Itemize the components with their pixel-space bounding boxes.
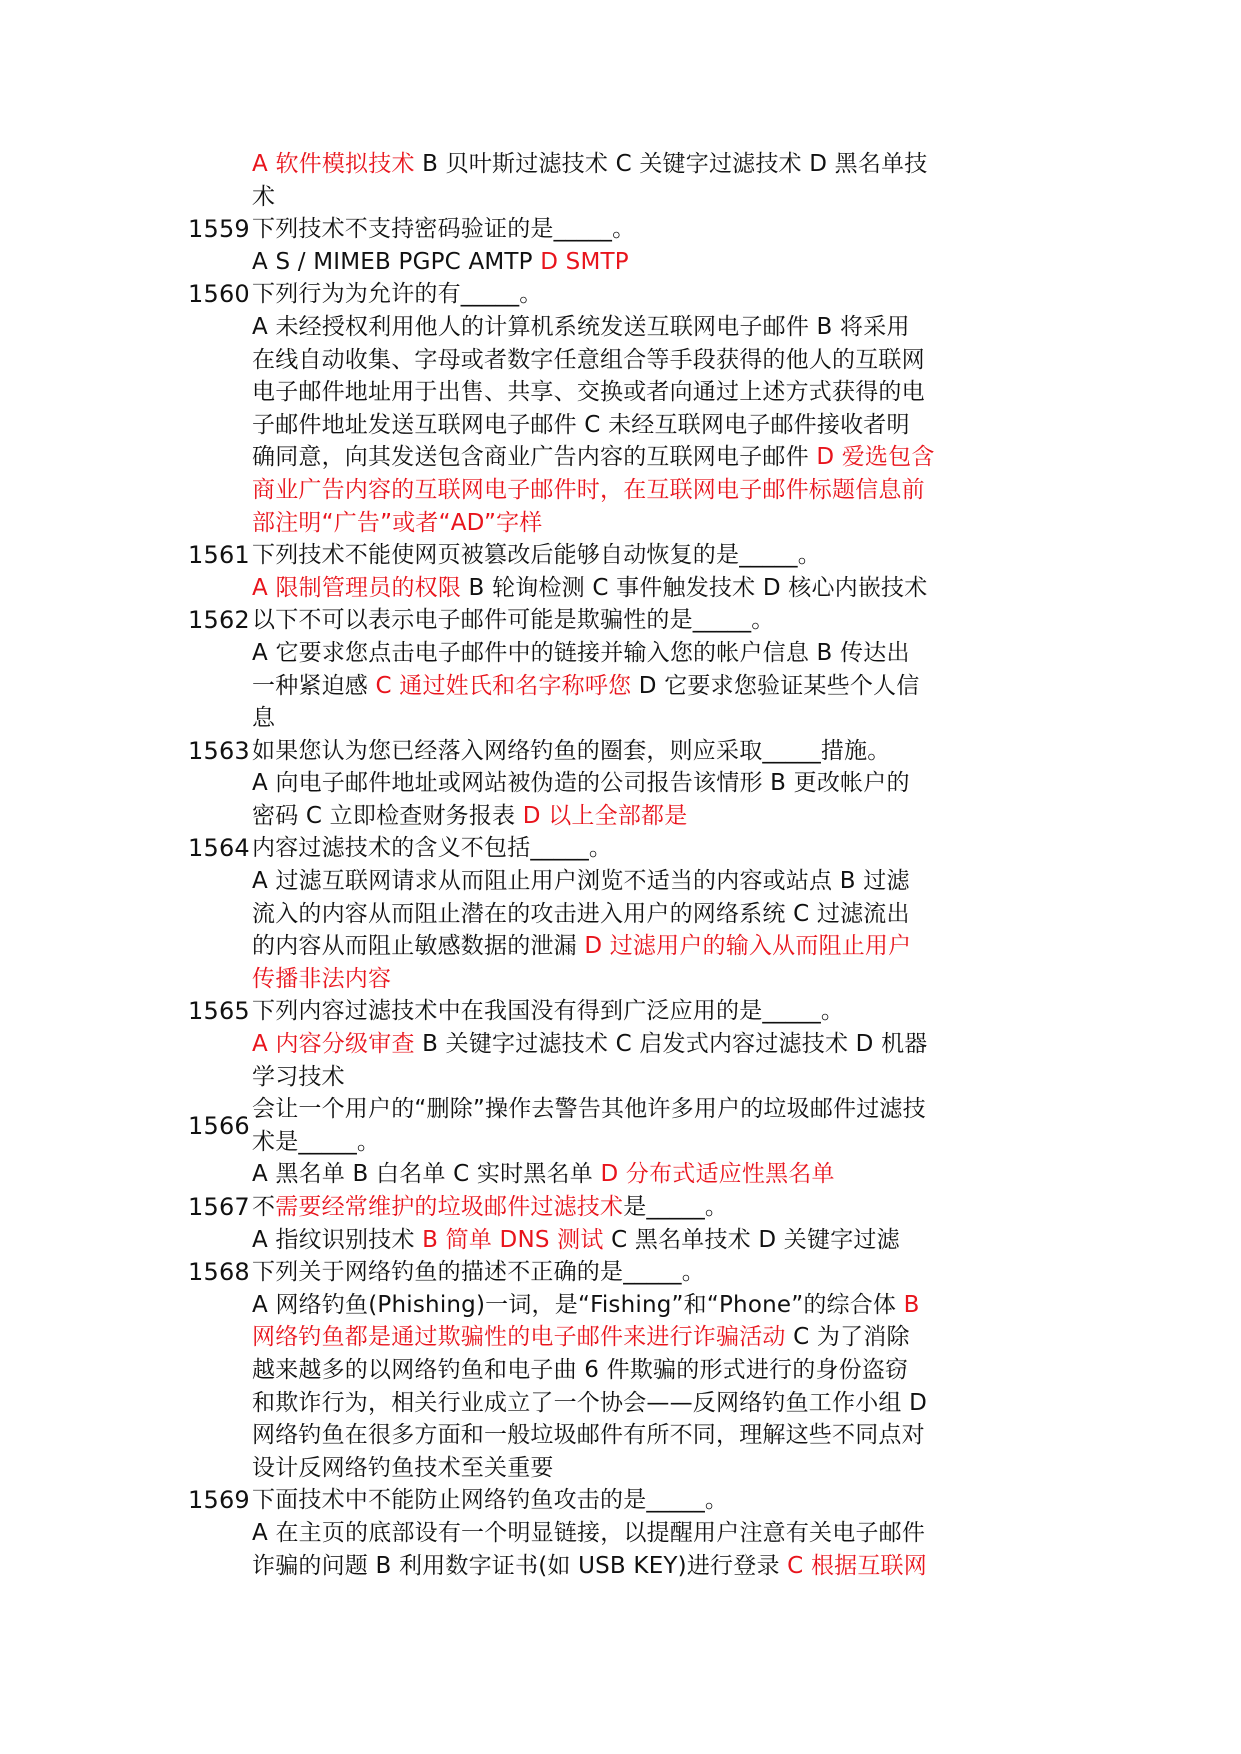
question-number: 1569 xyxy=(188,1486,250,1515)
option-line xyxy=(188,1517,988,1550)
answer-text: C 根据互联网 xyxy=(787,1552,927,1579)
question-line xyxy=(188,1484,988,1517)
question-text xyxy=(252,1093,988,1158)
option-line xyxy=(188,1028,988,1061)
question-line xyxy=(188,1256,988,1289)
answer-text: D 爱选包含 xyxy=(816,444,935,471)
question-number: 1562 xyxy=(188,606,250,635)
option-line xyxy=(188,246,988,279)
option-text: A 它要求您点击电子邮件中的链接并输入您的帐户信息 B 传达出 xyxy=(252,639,910,666)
question-text xyxy=(252,1484,728,1517)
question-text xyxy=(252,832,612,865)
question-text xyxy=(252,604,775,637)
option-line xyxy=(188,1452,988,1485)
option-line xyxy=(188,1321,988,1354)
option-text: 子邮件地址发送互联网电子邮件 C 未经互联网电子邮件接收者明 xyxy=(252,411,910,438)
option-text: 越来越多的以网络钓鱼和电子曲 6 件欺骗的形式进行的身份盗窃 xyxy=(252,1356,909,1383)
option-line xyxy=(188,865,988,898)
question-block xyxy=(188,539,988,604)
question-text-part: 内容过滤技术的含义不包括_____。 xyxy=(252,835,613,862)
option-line xyxy=(188,670,988,703)
question-block xyxy=(188,995,988,1093)
option-line xyxy=(188,441,988,474)
option-line xyxy=(188,1550,988,1583)
option-line xyxy=(188,311,988,344)
answer-text: 需要经常维护的垃圾邮件过滤技术 xyxy=(275,1194,624,1220)
option-line xyxy=(188,507,988,540)
option-text: 电子邮件地址用于出售、共享、交换或者向通过上述方式获得的电 xyxy=(252,379,925,406)
question-text-part: 如果您认为您已经落入网络钓鱼的圈套，则应采取_____措施。 xyxy=(252,737,891,764)
option-line xyxy=(188,1061,988,1094)
option-text: 的内容从而阻止敏感数据的泄漏 xyxy=(252,933,585,960)
question-number: 1560 xyxy=(188,280,250,309)
option-text: 诈骗的问题 B 利用数字证书(如 USB KEY)进行登录 xyxy=(252,1552,788,1579)
question-block xyxy=(188,1484,988,1582)
answer-text: D 以上全部都是 xyxy=(522,802,688,829)
question-line xyxy=(188,604,988,637)
question-block xyxy=(188,735,988,833)
option-line xyxy=(188,767,988,800)
question-text xyxy=(252,278,543,311)
question-text xyxy=(252,735,891,768)
option-text: 在线自动收集、字母或者数字任意组合等手段获得的他人的互联网 xyxy=(252,346,925,373)
option-line xyxy=(188,898,988,931)
question-block xyxy=(188,278,988,539)
option-text: 一种紧迫感 xyxy=(252,672,376,699)
option-line xyxy=(188,572,988,605)
option-text: 和欺诈行为，相关行业成立了一个协会——反网络钓鱼工作小组 D xyxy=(252,1389,928,1416)
option-text: A 黑名单 B 白名单 C 实时黑名单 xyxy=(252,1161,601,1188)
question-block xyxy=(188,1256,988,1484)
option-text: 息 xyxy=(252,705,276,732)
option-text: A 未经授权利用他人的计算机系统发送互联网电子邮件 B 将采用 xyxy=(252,313,910,340)
document-page xyxy=(188,148,988,1582)
question-block xyxy=(188,832,988,995)
question-text xyxy=(252,995,844,1028)
option-text: 网络钓鱼在很多方面和一般垃圾邮件有所不同，理解这些不同点对 xyxy=(252,1422,925,1449)
option-text: B 关键字过滤技术 C 启发式内容过滤技术 D 机器 xyxy=(414,1031,928,1058)
answer-text: A 内容分级审查 xyxy=(252,1031,415,1058)
question-number: 1561 xyxy=(188,541,250,570)
option-line xyxy=(188,474,988,507)
question-block xyxy=(188,213,988,278)
option-text: B 贝叶斯过滤技术 C 关键字过滤技术 D 黑名单技 xyxy=(414,151,928,177)
option-line xyxy=(188,409,988,442)
option-text: A 指纹识别技术 xyxy=(252,1226,423,1253)
option-text: A 向电子邮件地址或网站被伪造的公司报告该情形 B 更改帐户的 xyxy=(252,770,910,797)
option-text: 是_____。 xyxy=(623,1194,729,1220)
option-text: D 它要求您验证某些个人信 xyxy=(631,672,920,699)
answer-text: 网络钓鱼都是通过欺骗性的电子邮件来进行诈骗活动 xyxy=(252,1324,786,1351)
answer-text: D 分布式适应性黑名单 xyxy=(600,1161,835,1188)
option-line xyxy=(188,344,988,377)
question-number: 1564 xyxy=(188,834,250,863)
option-text: C 为了消除 xyxy=(785,1324,910,1351)
question-number: 1566 xyxy=(188,1111,250,1140)
answer-text: B 简单 DNS 测试 xyxy=(422,1226,604,1253)
option-text: 设计反网络钓鱼技术至关重要 xyxy=(252,1454,554,1481)
question-text xyxy=(252,539,821,572)
question-number: 1568 xyxy=(188,1258,250,1287)
option-line xyxy=(188,963,988,996)
option-line xyxy=(188,1224,988,1257)
answer-text: D 过滤用户的输入从而阻止用户 xyxy=(584,933,912,960)
option-text: 不 xyxy=(252,1194,276,1220)
option-text: 学习技术 xyxy=(252,1063,345,1090)
question-number: 1565 xyxy=(188,997,250,1026)
answer-text: D SMTP xyxy=(540,248,629,275)
question-line xyxy=(188,735,988,768)
option-line xyxy=(188,930,988,963)
option-text: 流入的内容从而阻止潜在的攻击进入用户的网络系统 C 过滤流出 xyxy=(252,900,910,927)
option-text: 密码 C 立即检查财务报表 xyxy=(252,802,523,829)
option-line xyxy=(188,376,988,409)
question-block xyxy=(188,1191,988,1256)
option-text: 术 xyxy=(252,183,276,210)
question-text-part: 会让一个用户的“删除”操作去警告其他许多用户的垃圾邮件过滤技 xyxy=(252,1096,926,1123)
option-line xyxy=(188,1289,988,1322)
question-number: 1559 xyxy=(188,215,250,244)
option-text: A S / MIMEB PGPC AMTP xyxy=(252,248,541,275)
option-text: A 过滤互联网请求从而阻止用户浏览不适当的内容或站点 B 过滤 xyxy=(252,868,910,895)
question-text-part: 下列技术不支持密码验证的是_____。 xyxy=(252,216,636,243)
answer-text: C 通过姓氏和名字称呼您 xyxy=(375,672,632,699)
question-text-part: 以下不可以表示电子邮件可能是欺骗性的是_____。 xyxy=(252,607,775,634)
question-line xyxy=(188,1093,988,1158)
question-text xyxy=(252,1256,705,1289)
question-text-part: 下列内容过滤技术中在我国没有得到广泛应用的是_____。 xyxy=(252,998,845,1025)
option-line xyxy=(188,702,988,735)
question-text-part: 下列行为为允许的有_____。 xyxy=(252,281,543,308)
answer-text: 传播非法内容 xyxy=(252,965,392,992)
option-text: C 黑名单技术 D 关键字过滤 xyxy=(603,1226,900,1253)
option-text: A 网络钓鱼(Phishing)一词，是“Fishing”和“Phone”的综合体 xyxy=(252,1291,904,1318)
question-block xyxy=(188,604,988,734)
question-block xyxy=(188,148,988,213)
question-line xyxy=(188,832,988,865)
answer-text: 商业广告内容的互联网电子邮件时，在互联网电子邮件标题信息前 xyxy=(252,476,925,503)
question-block xyxy=(188,1093,988,1191)
question-text-part: 下列技术不能使网页被篡改后能够自动恢复的是_____。 xyxy=(252,542,821,569)
answer-text: 部注明“广告”或者“AD”字样 xyxy=(252,509,543,536)
question-line xyxy=(188,995,988,1028)
option-line xyxy=(188,637,988,670)
option-line xyxy=(188,800,988,833)
option-line xyxy=(188,148,988,181)
question-number: 1567 xyxy=(188,1193,250,1221)
option-line xyxy=(188,1419,988,1452)
option-text: B 轮询检测 C 事件触发技术 D 核心内嵌技术 xyxy=(461,574,928,601)
option-line xyxy=(188,1387,988,1420)
option-line xyxy=(188,181,988,214)
question-number: 1563 xyxy=(188,736,250,765)
question-text-part: 下列关于网络钓鱼的描述不正确的是_____。 xyxy=(252,1259,705,1286)
question-line xyxy=(188,278,988,311)
option-text: 确同意，向其发送包含商业广告内容的互联网电子邮件 xyxy=(252,444,817,471)
question-line xyxy=(188,539,988,572)
option-line xyxy=(188,1354,988,1387)
answer-text: A 限制管理员的权限 xyxy=(252,574,462,601)
question-text xyxy=(252,1191,728,1224)
question-text-part: 下面技术中不能防止网络钓鱼攻击的是_____。 xyxy=(252,1487,729,1514)
question-text xyxy=(252,213,635,246)
question-line xyxy=(188,1191,988,1224)
answer-text: A 软件模拟技术 xyxy=(252,151,415,177)
answer-text: B xyxy=(903,1291,920,1318)
option-line xyxy=(188,1158,988,1191)
question-line xyxy=(188,213,988,246)
option-text: A 在主页的底部设有一个明显链接，以提醒用户注意有关电子邮件 xyxy=(252,1519,926,1546)
question-text-part: 术是_____。 xyxy=(252,1128,381,1155)
